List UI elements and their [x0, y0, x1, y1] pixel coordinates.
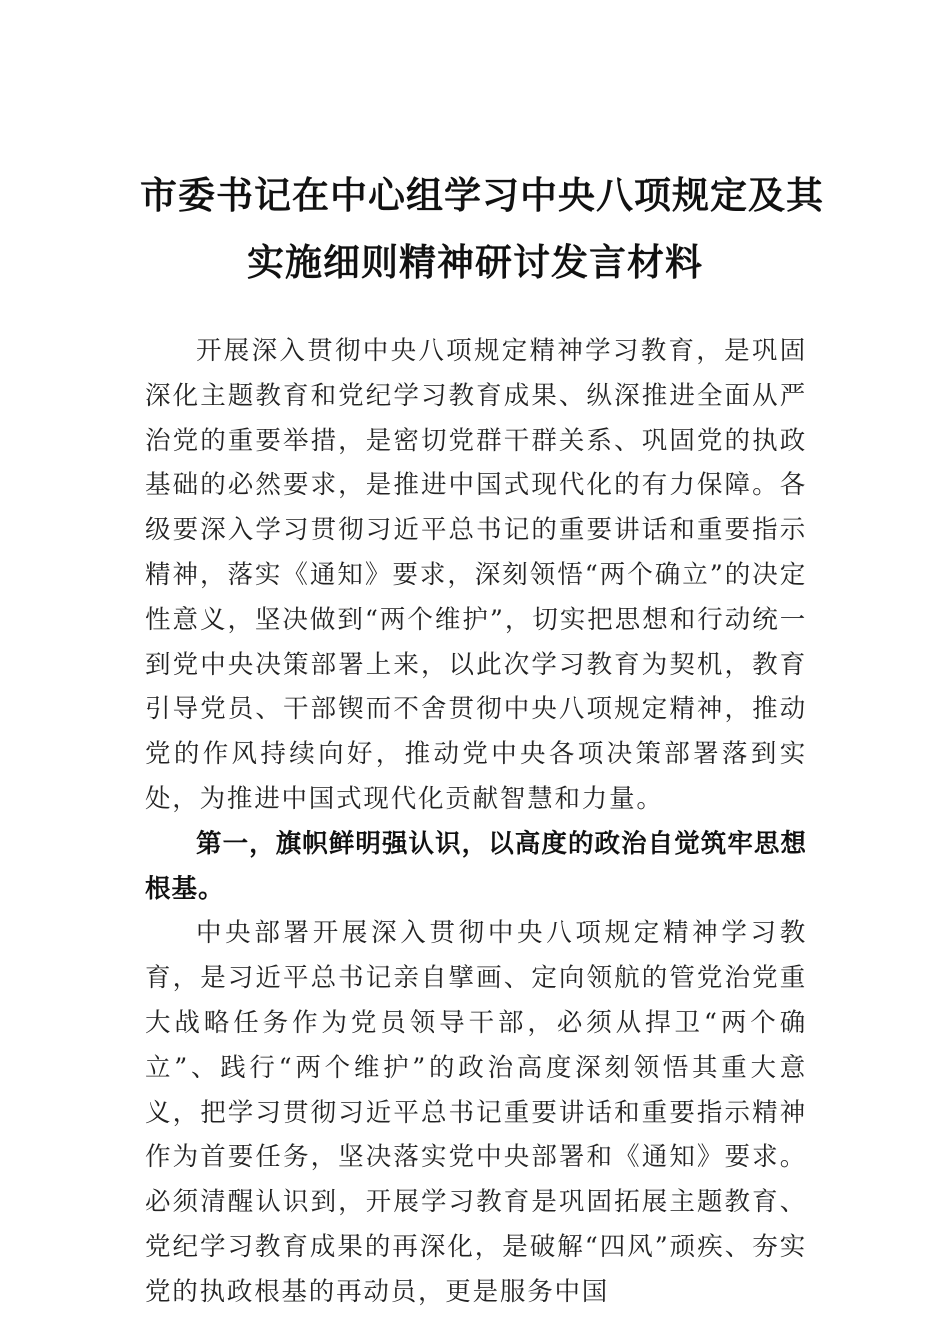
section-heading-first: 第一，旗帜鲜明强认识，以高度的政治自觉筑牢思想根基。: [145, 828, 807, 904]
paragraph-section-1: 中央部署开展深入贯彻中央八项规定精神学习教育，是习近平总书记亲自擘画、定向领航的管党治党重大战略任务作为党员领导干部，必须从捍卫“两个确立”、践行“两个维护”的政治高度深刻领悟其重大意义，把学习贯彻习近平总书记重要讲话和重要指示精神作为首要任务，坚决落实党中央部署和《通知》要求。必须清醒认识到，开展学习教育是巩固拓展主题教育、党纪学习教育成果的再深化，是破解“四风”顽疾、夯实党的执政根基的再动员，更是服务中国: [145, 918, 807, 1307]
paragraph-intro: 开展深入贯彻中央八项规定精神学习教育，是巩固深化主题教育和党纪学习教育成果、纵深推进全面从严治党的重要举措，是密切党群干群关系、巩固党的执政基础的必然要求，是推进中国式现代化的有力保障。各级要深入学习贯彻习近平总书记的重要讲话和重要指示精神，落实《通知》要求，深刻领悟“两个确立”的决定性意义，坚决做到“两个维护”，切实把思想和行动统一到党中央决策部署上来，以此次学习教育为契机，教育引导党员、干部锲而不舍贯彻中央八项规定精神，推动党的作风持续向好，推动党中央各项决策部署落到实处，为推进中国式现代化贡献智慧和力量。: [145, 336, 807, 814]
document-body: [145, 329, 807, 1315]
document-title-line-2: 实施细则精神研讨发言材料: [247, 240, 703, 284]
document-title-line-1: 市委书记在中心组学习中央八项规定及其: [140, 173, 824, 217]
